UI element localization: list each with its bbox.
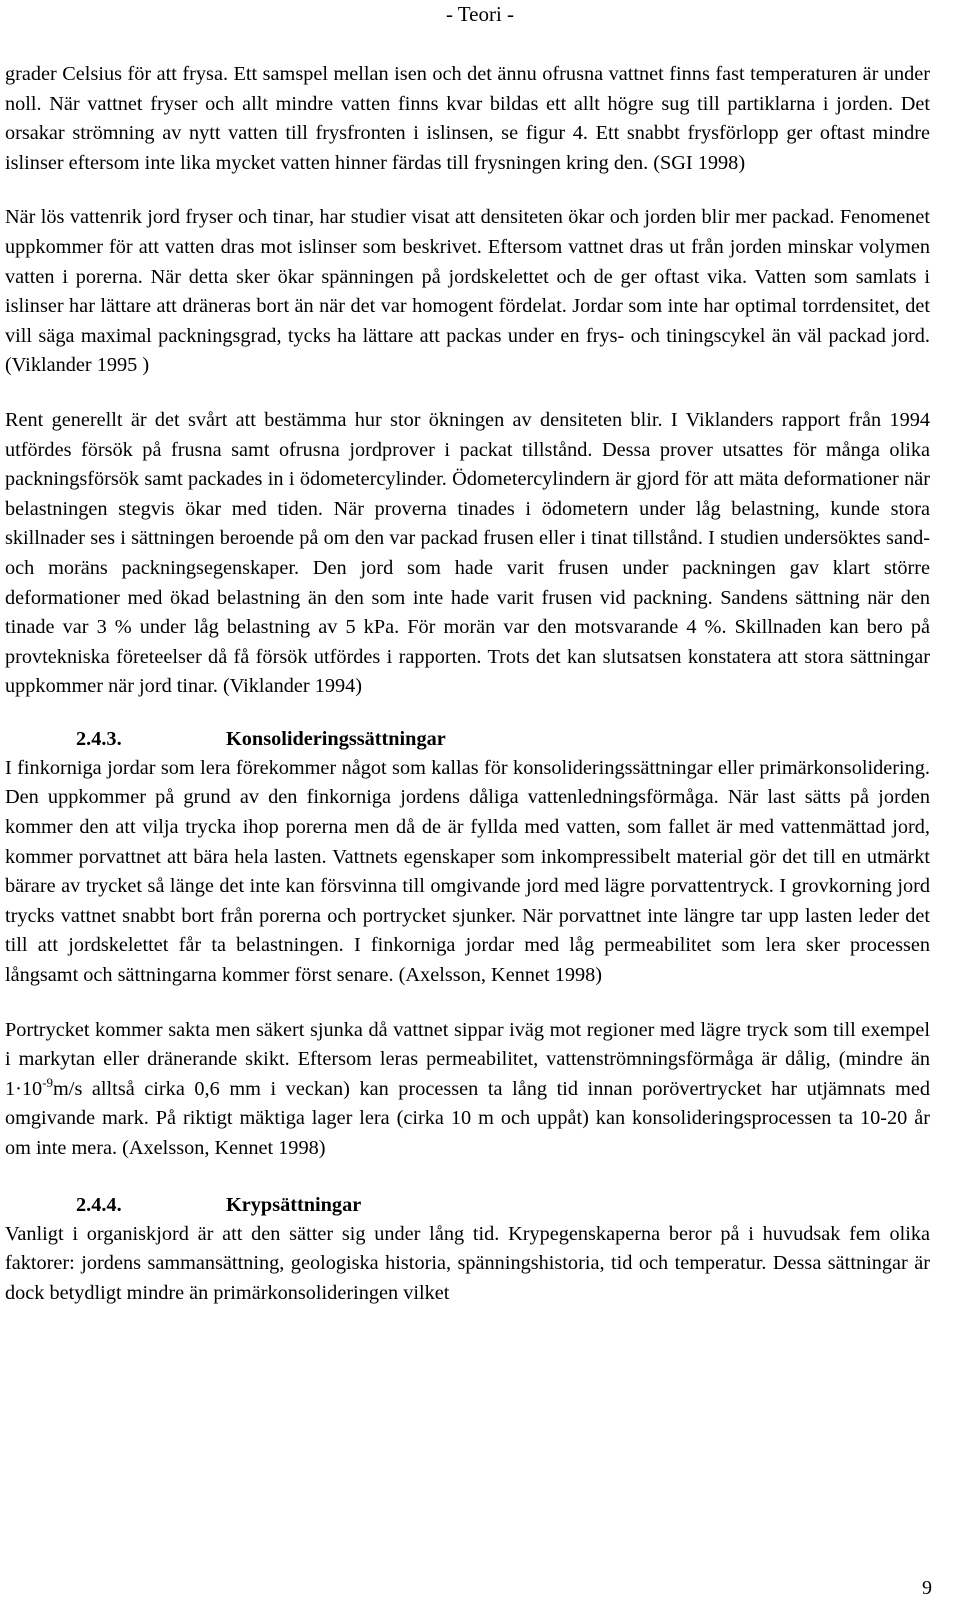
page-number: 9: [922, 1577, 932, 1599]
paragraph-consolidation: I finkorniga jordar som lera förekommer något som kallas för konsolideringssättningar eller primärkonsolidering. Den uppkommer på grund av den finkorniga jordens dåliga vattenledningsförmåga. När last sätts på jorden kommer den att vilja trycka ihop porerna men då de är fyllda med vatten, som fallet är med vattenmättad jord, kommer porvattnet att bära hela lasten. Vattnets egenskaper som inkompressibelt material gör det till en utmärkt bärare av trycket så länge det inte kan försvinna till omgivande jord med lägre porvattentryck. I grovkorning jord trycks vattnet snabbt bort från porerna och portrycket sjunker. När porvattnet inte längre tar upp lasten leder det till att jordskelettet får ta belastningen. I finkorniga jordar med låg permeabilitet som lera sker processen långsamt och sättningarna kommer först senare. (Axelsson, Kennet 1998): [5, 756, 930, 987]
section-number: 2.4.4.: [76, 1193, 122, 1216]
section-number: 2.4.3.: [76, 727, 122, 750]
paragraph-viklander: Rent generellt är det svårt att bestämma hur stor ökningen av densiteten blir. I Viklanders rapport från 1994 utfördes försök på frusna samt ofrusna jordprover i packat tillstånd. Dessa prover utsattes för många olika packningsförsök samt packades in i ödometercylinder. Ödometercylindern är gjord för att mäta deformationer när belastningen stegvis ökar med tiden. När proverna tinades i ödometern under låg belastning, kunde stora skillnader ses i sättningen beroende på om den var packad frusen eller i tinat tillstånd. I studien undersöktes sand- och moräns packningsegenskaper. Den jord som hade varit frusen under packningen gav klart större deformationer med ökad belastning än den som inte hade varit frusen vid packning. Sandens sättning när den tinade var 3 % under låg belastning av 5 kPa. För morän var den motsvarande 4 %. Skillnaden kan bero på provtekniska företeelser då få försök utfördes i rapporten. Trots det kan slutsatsen konstatera att stora sättningar uppkommer när jord tinar. (Viklander 1994): [5, 408, 930, 698]
section-heading-2-4-4: [5, 1190, 930, 1220]
section-title: Konsolideringssättningar: [226, 727, 446, 750]
paragraph-density: När lös vattenrik jord fryser och tinar, har studier visat att densiteten ökar och jorden blir mer packad. Fenomenet uppkommer för att vatten dras mot islinser som beskrivet. Eftersom vattnet dras ut från jorden minskar volymen vatten i porerna. När detta sker ökar spänningen på jordskelettet och de ger oftast vika. Vatten som samlats i islinser har lättare att dräneras bort än när det var homogent fördelat. Jordar som inte har optimal torrdensitet, det vill säga maximal packningsgrad, tycks ha lättare att packas under en frys- och tiningscykel än väl packad jord. (Viklander 1995 ): [5, 206, 930, 377]
page-header: - Teori -: [445, 2, 515, 26]
text-segment: m/s alltså cirka 0,6 mm i veckan) kan processen ta lång tid innan porövertrycket har utjämnats med omgivande mark. På riktigt mäktiga lager lera (cirka 10 m och uppåt) kan konsolideringsprocessen ta 10-20 år om inte mera. (Axelsson, Kennet 1998): [5, 1077, 930, 1159]
paragraph-creep: Vanligt i organiskjord är att den sätter sig under lång tid. Krypegenskaperna beror på i huvudsak fem olika faktorer: jordens sammansättning, geologiska historia, spänningshistoria, tid och temperatur. Dessa sättningar är dock betydligt mindre än primärkonsolideringen vilket: [5, 1222, 930, 1304]
section-title: Krypsättningar: [226, 1193, 362, 1216]
paragraph-frost-lenses: grader Celsius för att frysa. Ett samspel mellan isen och det ännu ofrusna vattnet finns fast temperaturen är under noll. När vattnet fryser och allt mindre vatten finns kvar bildas ett allt högre sug till partiklarna i jorden. Det orsakar strömning av nytt vatten till frysfronten i islinsen, se figur 4. Ett snabbt frysförlopp ger oftast mindre islinser eftersom inte lika mycket vatten hinner färdas till frysningen kring den. (SGI 1998): [5, 63, 930, 174]
exponent: -9: [42, 1075, 54, 1091]
text-segment: Portrycket kommer sakta men säkert sjunka då vattnet sippar iväg mot regioner med lägre tryck som till exempel i markytan eller dränerande skikt. Eftersom leras permeabilitet, vattenströmningsförmåga är dålig, (mindre än 1·10: [5, 1018, 930, 1100]
document-body: [5, 60, 930, 1308]
paragraph-pore-pressure: [5, 1016, 930, 1164]
section-heading-2-4-3: [5, 724, 930, 754]
